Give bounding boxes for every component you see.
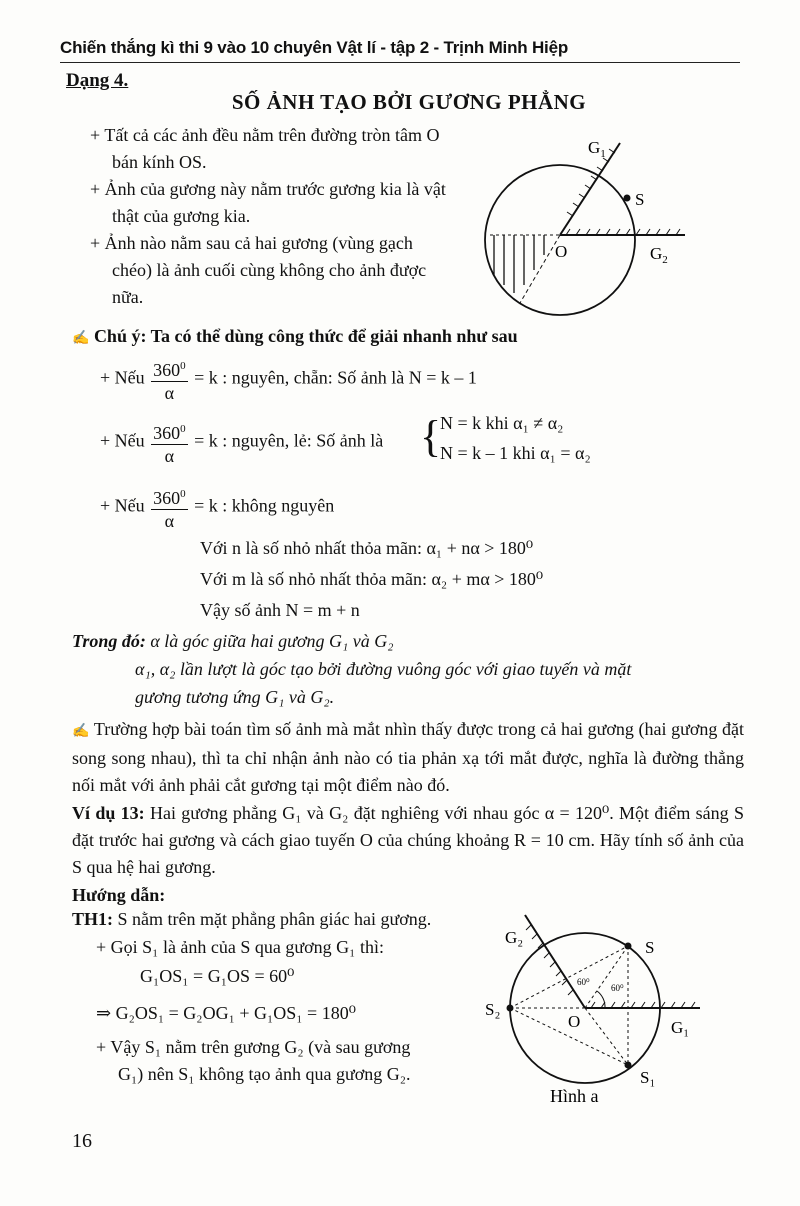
note-heading: ✍ Chú ý: Ta có thể dùng công thức để giải nhanh như sau bbox=[72, 326, 518, 346]
section-title: SỐ ẢNH TẠO BỞI GƯƠNG PHẲNG bbox=[231, 90, 587, 114]
case-note: ✍ Trường hợp bài toán tìm số ảnh mà mắt nhìn thấy được trong cả hai gương (hai gương đặt song song nhau), thì ta chỉ nhận ảnh nào có tia phản xạ tới mắt được, nghĩa là đường thẳng nối mắt với ảnh phải cắt gương tại một điểm nào đó. bbox=[72, 719, 744, 795]
equation-2: ⇒ G₂OS₁ = G₂OG₁ + G₁OS₁ = 180⁰ bbox=[96, 1003, 356, 1023]
where-line-3: gương tương ứng G₁ và G₂. bbox=[135, 687, 335, 707]
figure-mirrors-circle bbox=[470, 125, 720, 335]
equation-1: G₁OS₁ = G₁OS = 60⁰ bbox=[140, 966, 295, 986]
brace: { bbox=[420, 412, 442, 461]
case-th1: TH1: S nằm trên mặt phẳng phân giác hai gương. bbox=[72, 909, 432, 929]
fraction: $\frac{360^0}{\alpha}$ bbox=[151, 418, 188, 467]
result: Vậy số ảnh N = m + n bbox=[200, 600, 360, 620]
pencil-icon: ✍ bbox=[72, 331, 90, 346]
condition-n: Với n là số nhỏ nhất thỏa mãn: α₁ + nα > 180⁰ bbox=[200, 538, 534, 558]
page-number: 16 bbox=[72, 1130, 92, 1152]
bullet-item: + Ảnh của gương này nằm trước gương kia là vật thật của gương kia. bbox=[90, 179, 446, 226]
fraction: $\frac{360^0}{\alpha}$ bbox=[151, 483, 188, 532]
label-s2: S₂ bbox=[485, 1000, 501, 1019]
angle-label: 60⁰ bbox=[611, 983, 624, 993]
bullet-item: + Tất cả các ảnh đều nằm trên đường tròn tâm O bán kính OS. bbox=[90, 125, 440, 172]
label-o: O bbox=[555, 242, 568, 261]
fraction: $\frac{360^0}{\alpha}$ bbox=[151, 355, 188, 404]
header-rule bbox=[60, 62, 740, 63]
guide-label: Hướng dẫn: bbox=[72, 885, 166, 905]
example-13: Ví dụ 13: Hai gương phẳng G₁ và G₂ đặt nghiêng với nhau góc α = 120⁰. Một điểm sáng S đặt trước hai gương và cách giao tuyến O của chúng khoảng R = 10 cm. Hãy tính số ảnh của S qua hệ hai gương. bbox=[72, 803, 744, 877]
figure-caption: Hình a bbox=[550, 1086, 599, 1106]
label-g2: $G_2$ bbox=[650, 244, 668, 266]
intro-bullets bbox=[90, 122, 450, 311]
running-header: Chiến thắng kì thi 9 vào 10 chuyên Vật lí - tập 2 - Trịnh Minh Hiệp bbox=[60, 38, 569, 57]
label-g1: G₁ bbox=[671, 1018, 690, 1037]
label-g2: G₂ bbox=[505, 928, 524, 947]
step-1: + Gọi S₁ là ảnh của S qua gương G₁ thì: bbox=[96, 937, 384, 957]
where-line-1: Trong đó: α là góc giữa hai gương G₁ và G₂ bbox=[72, 631, 394, 651]
condition-m: Với m là số nhỏ nhất thỏa mãn: α₂ + mα > 180⁰ bbox=[200, 569, 544, 589]
step-2: + Vậy S₁ nằm trên gương G₂ (và sau gương G₁) nên S₁ không tạo ảnh qua gương G₂. bbox=[96, 1037, 411, 1084]
rule-3: + Nếu $\frac{360^0}{\alpha}$ = k : không nguyên bbox=[100, 483, 334, 532]
label-g1: $G_1$ bbox=[588, 138, 606, 160]
label-s: S bbox=[645, 938, 655, 957]
case-2: N = k – 1 khi α₁ = α₂ bbox=[440, 443, 591, 463]
bullet-item: + Ảnh nào nằm sau cả hai gương (vùng gạch chéo) là ảnh cuối cùng không cho ảnh được nữa. bbox=[90, 233, 427, 307]
section-label: Dạng 4. bbox=[66, 70, 129, 91]
rule-1: + Nếu $\frac{360^0}{\alpha}$ = k : nguyên, chẵn: Số ảnh là N = k – 1 bbox=[100, 355, 477, 404]
label-s: S bbox=[635, 190, 645, 209]
figure-hinh-a bbox=[485, 905, 725, 1110]
rule-2: + Nếu $\frac{360^0}{\alpha}$ = k : nguyên, lẻ: Số ảnh là bbox=[100, 418, 383, 467]
label-o: O bbox=[568, 1012, 581, 1031]
where-line-2: α₁, α₂ lần lượt là góc tạo bởi đường vuông góc với giao tuyến và mặt bbox=[135, 659, 632, 679]
angle-label: 60⁰ bbox=[577, 977, 590, 987]
case-1: N = k khi α₁ ≠ α₂ bbox=[440, 413, 564, 433]
pencil-icon: ✍ bbox=[72, 724, 90, 739]
label-s1: S₁ bbox=[640, 1068, 656, 1087]
